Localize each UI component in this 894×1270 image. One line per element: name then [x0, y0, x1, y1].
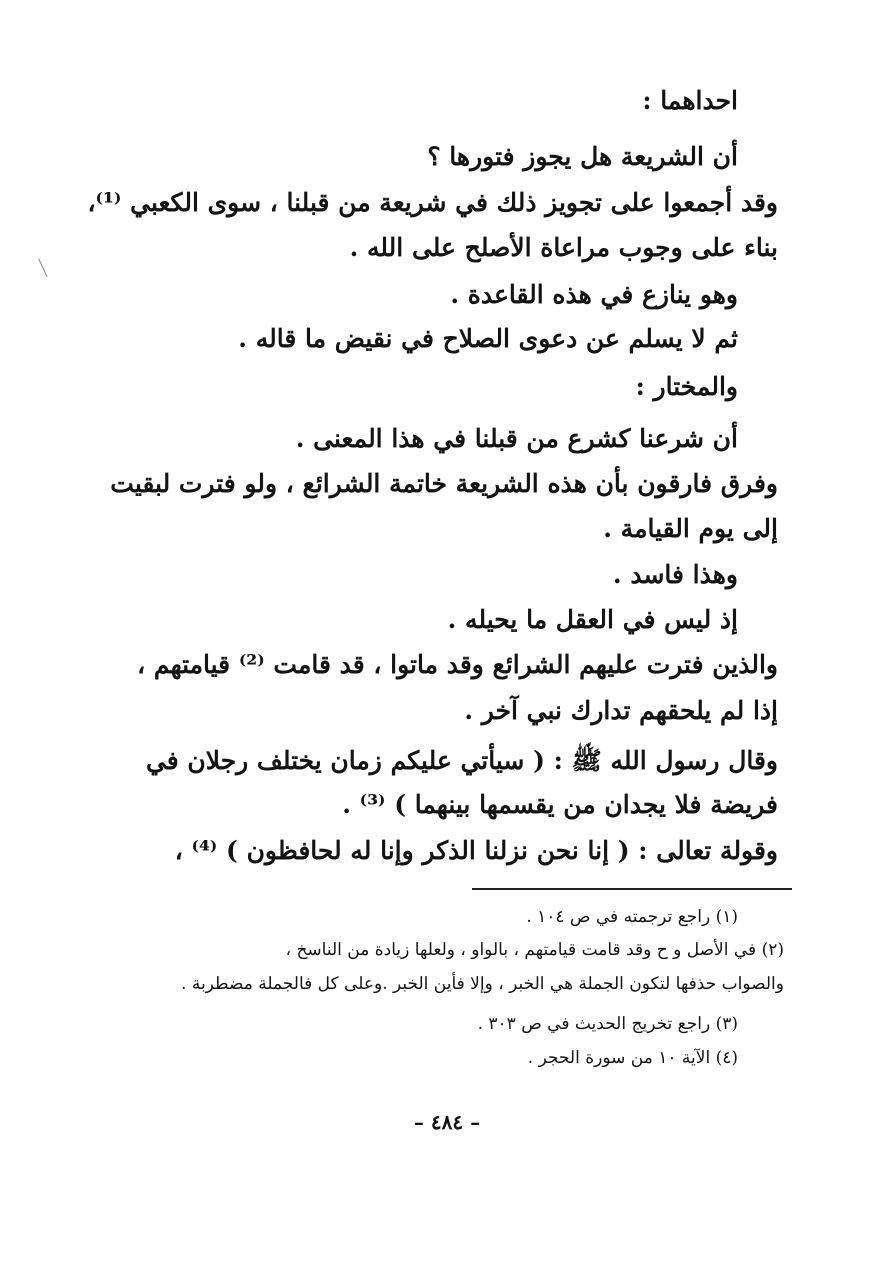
footnote: (١) راجع ترجمته في ص ١٠٤ . — [526, 907, 738, 927]
footnote: (٣) راجع تخريج الحديث في ص ٣٠٣ . — [477, 1014, 738, 1034]
text-line: والذين فترت عليهم الشرائع وقد ماتوا ، قد قامت ⁽²⁾ قيامتهم ، — [137, 650, 778, 679]
page-number: – ٤٨٤ – — [413, 1110, 481, 1134]
section-heading-first: احداهما : — [642, 86, 738, 115]
text-line: وقد أجمعوا على تجويز ذلك في شريعة من قبلنا ، سوى الكعبي ⁽¹⁾، — [87, 188, 778, 217]
text-line: وهو ينازع في هذه القاعدة . — [450, 280, 738, 309]
text-line: أن الشريعة هل يجوز فتورها ؟ — [427, 142, 738, 171]
margin-mark — [38, 255, 55, 277]
text-line: وقال رسول الله ﷺ : ( سيأتي عليكم زمان يختلف رجلان في — [145, 746, 778, 775]
section-heading-chosen: والمختار : — [635, 372, 738, 401]
text-line: إذا لم يلحقهم تدارك نبي آخر . — [464, 696, 778, 725]
text-line: إلى يوم القيامة . — [603, 514, 778, 543]
footnote: (٢) في الأصل و ح وقد قامت قيامتهم ، بالواو ، ولعلها زيادة من الناسخ ، — [285, 940, 784, 960]
text-line: أن شرعنا كشرع من قبلنا في هذا المعنى . — [295, 424, 738, 453]
text-line: فريضة فلا يجدان من يقسمها بينهما ) ⁽³⁾ . — [342, 790, 778, 819]
footnote-continuation: والصواب حذفها لتكون الجملة هي الخبر ، وإلا فأين الخبر .وعلى كل فالجملة مضطربة . — [181, 974, 784, 994]
text-line: وهذا فاسد . — [612, 560, 738, 589]
footnote-divider — [472, 888, 792, 890]
text-line: وقولة تعالى : ( إنا نحن نزلنا الذكر وإنا له لحافظون ) ⁽⁴⁾ ، — [174, 836, 778, 865]
text-line: وفرق فارقون بأن هذه الشريعة خاتمة الشرائع ، ولو فترت لبقيت — [110, 469, 778, 498]
text-line: إذ ليس في العقل ما يحيله . — [447, 605, 738, 634]
footnote: (٤) الآية ١٠ من سورة الحجر . — [527, 1048, 738, 1068]
text-line: ثم لا يسلم عن دعوى الصلاح في نقيض ما قاله . — [238, 324, 738, 353]
text-line: بناء على وجوب مراعاة الأصلح على الله . — [349, 233, 778, 262]
